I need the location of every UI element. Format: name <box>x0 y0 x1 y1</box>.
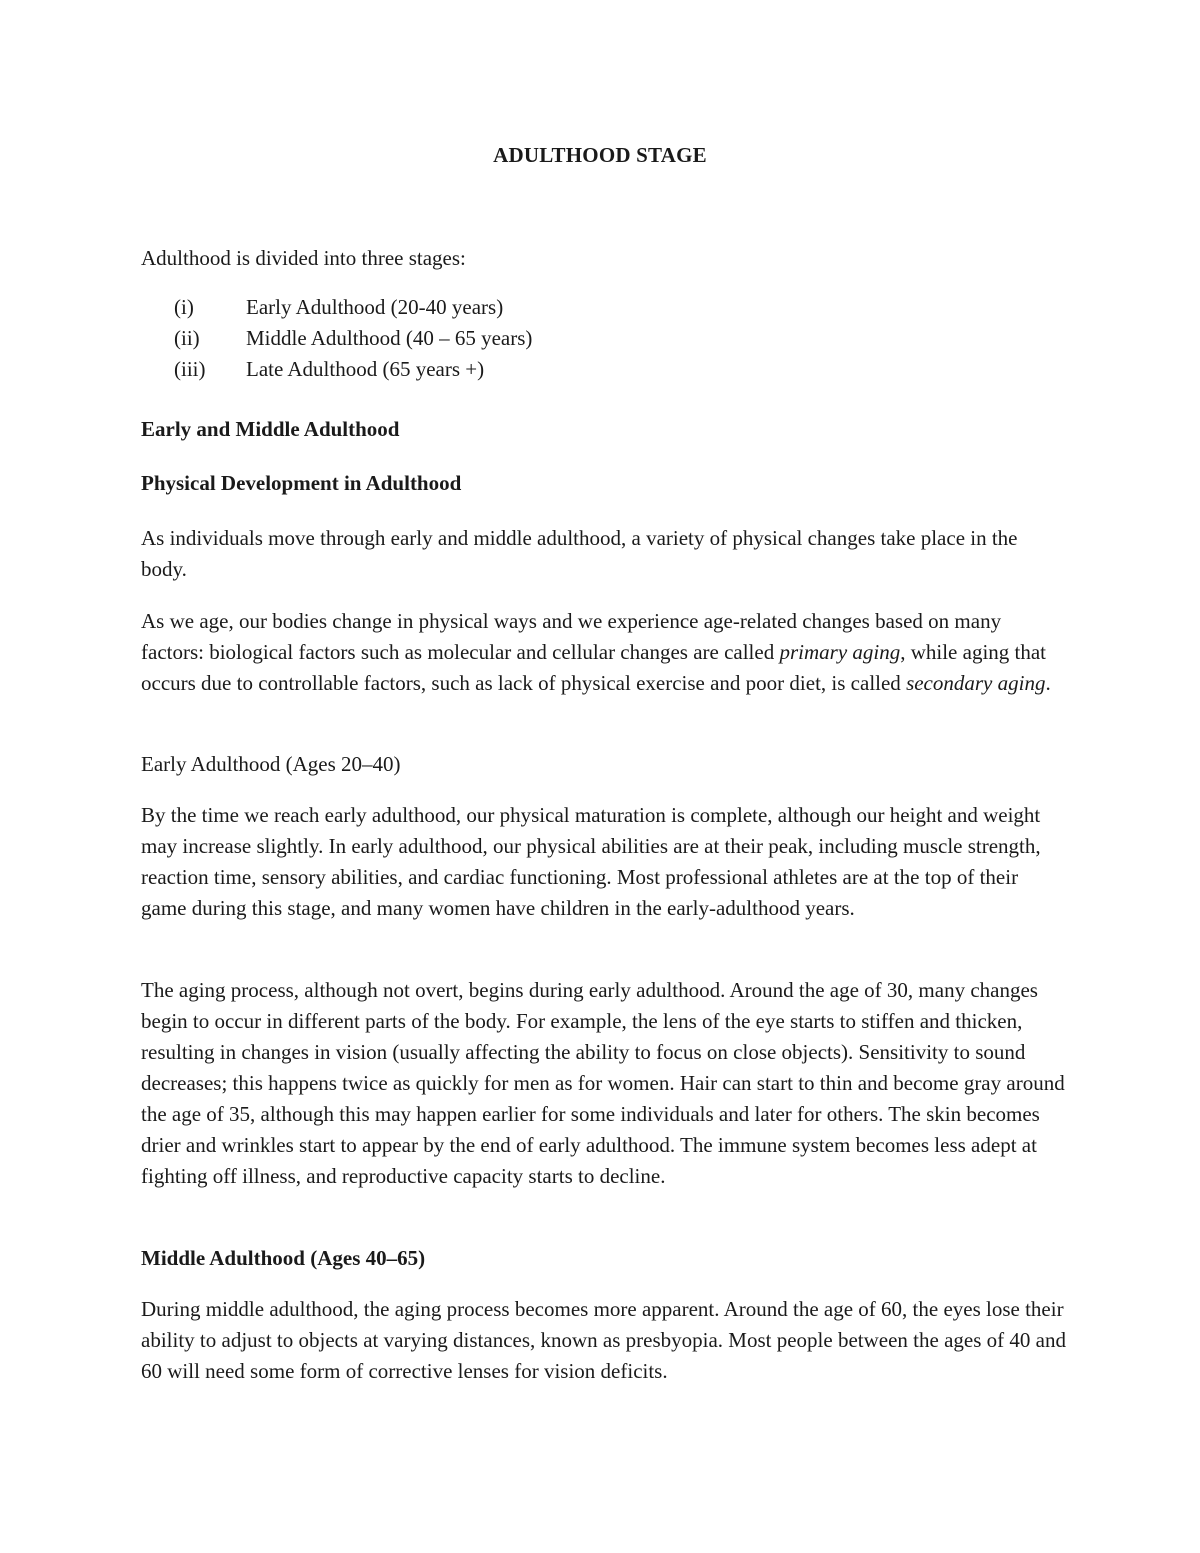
paragraph-early-adulthood: By the time we reach early adulthood, our physical maturation is complete, although our height and weight may increase slightly. In early adulthood, our physical abilities are at their peak, including muscle strength, reaction time, sensory abilities, and cardiac functioning. Most professional athletes are at the top of their game during this stage, and many women have children in the early-adulthood years. <box>141 803 1041 920</box>
heading-early-adulthood: Early Adulthood (Ages 20–40) <box>141 752 401 776</box>
list-item <box>141 292 1041 323</box>
list-item-text: Late Adulthood (65 years +) <box>246 357 485 381</box>
heading-early-middle: Early and Middle Adulthood <box>141 417 400 441</box>
paragraph-aging <box>141 606 1066 699</box>
list-item-number: (i) <box>174 295 194 319</box>
intro-text: Adulthood is divided into three stages: <box>141 246 466 270</box>
term-secondary-aging: secondary aging <box>906 671 1046 695</box>
term-primary-aging: primary aging <box>779 640 901 664</box>
paragraph-aging-part2: , while aging that occurs due to controllable factors, such as lack of physical exercise and poor diet, is called <box>141 640 1047 695</box>
list-item <box>141 354 1041 385</box>
list-item-number: (iii) <box>174 357 206 381</box>
list-item-number: (ii) <box>174 326 200 350</box>
heading-middle-adulthood: Middle Adulthood (Ages 40–65) <box>141 1246 426 1270</box>
paragraph-middle-adulthood: During middle adulthood, the aging process becomes more apparent. Around the age of 60, the eyes lose their ability to adjust to objects at varying distances, known as presbyopia. Most people between the ages of 40 and 60 will need some form of corrective lenses for vision deficits. <box>141 1297 1066 1383</box>
list-item <box>141 323 1041 354</box>
stages-list <box>141 292 1041 385</box>
paragraph-physical-intro: As individuals move through early and middle adulthood, a variety of physical changes take place in the body. <box>141 526 1018 581</box>
paragraph-aging-part1: As we age, our bodies change in physical ways and we experience age-related changes based on many factors: biological factors such as molecular and cellular changes are called <box>141 609 1002 664</box>
heading-physical-development: Physical Development in Adulthood <box>141 471 462 495</box>
paragraph-aging-process: The aging process, although not overt, begins during early adulthood. Around the age of 30, many changes begin to occur in different parts of the body. For example, the lens of the eye starts to stiffen and thicken, resulting in changes in vision (usually affecting the ability to focus on close objects). Sensitivity to sound decreases; this happens twice as quickly for men as for women. Hair can start to thin and become gray around the age of 35, although this may happen earlier for some individuals and later for others. The skin becomes drier and wrinkles start to appear by the end of early adulthood. The immune system becomes less adept at fighting off illness, and reproductive capacity starts to decline. <box>141 978 1065 1188</box>
paragraph-aging-part3: . <box>1045 671 1051 695</box>
document-title: ADULTHOOD STAGE <box>493 143 707 167</box>
list-item-text: Middle Adulthood (40 – 65 years) <box>246 326 533 350</box>
list-item-text: Early Adulthood (20-40 years) <box>246 295 504 319</box>
